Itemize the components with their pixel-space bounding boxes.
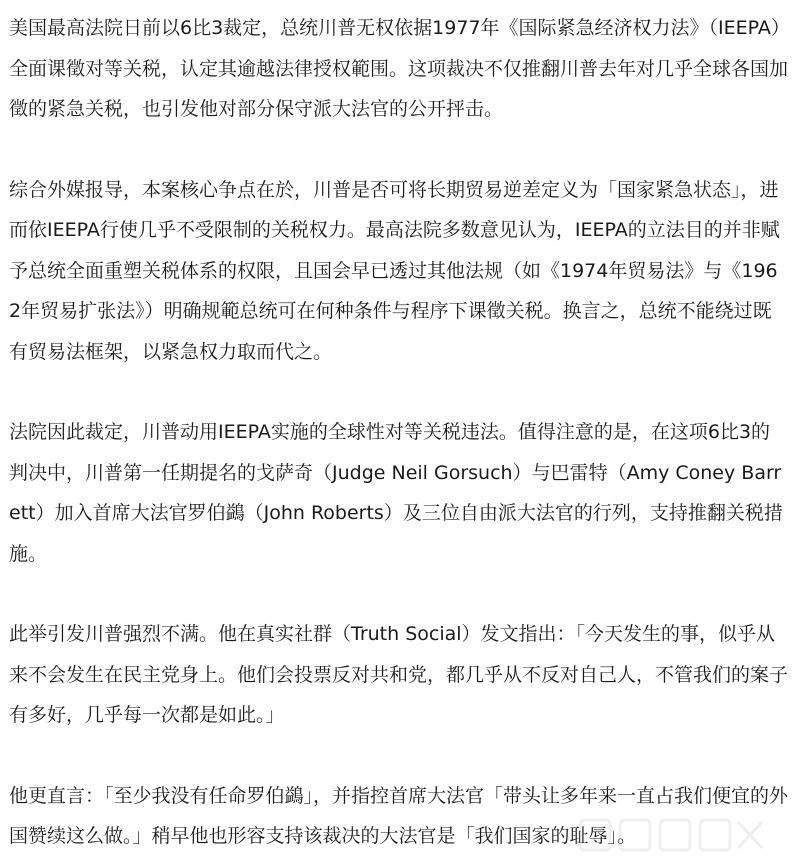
article-paragraph-3: 法院因此裁定，川普动用IEEPA实施的全球性对等关税违法。值得注意的是，在这项6比3的判决中，川普第一任期提名的戈萨奇（Judge Neil Gorsuch）与巴雷特（Amy Coney Barrett）加入首席大法官罗伯鷁（John Roberts）及三位自由派大法官的行列，支持推翻关税措施。 [9,421,783,565]
article-paragraph-5: 他更直言：「至少我没有任命罗伯鷁」，并指控首席大法官「带头让多年来一直占我们便宜的外国赞续这么做。」稍早他也形容支持该裁决的大法官是「我们国家的耻辱」。 [9,784,789,847]
article-body [9,8,789,857]
article-paragraph-4: 此举引发川普强烈不满。他在真实社群（Truth Social）发文指出：「今天发生的事，似乎从来不会发生在民主党身上。他们会投票反对共和党，都几乎从不反对自己人，不管我们的案子有多好，几乎每一次都是如此。」 [9,623,789,726]
watermark-logo-icon [576,812,766,856]
article-paragraph-2: 综合外媒报导，本案核心争点在於，川普是否可将长期贸易逆差定义为「国家紧急状态」，进而依IEEPA行使几乎不受限制的关税权力。最高法院多数意见认为，IEEPA的立法目的并非赋予总统全面重塑关税体系的权限，且国会早已透过其他法规（如《1974年贸易法》与《1962年贸易扩张法》）明确规範总统可在何种条件与程序下课徵关税。换言之，总统不能绕过既有贸易法框架，以紧急权力取而代之。 [9,178,780,363]
article-paragraph-1: 美国最高法院日前以6比3裁定，总统川普无权依据1977年《国际紧急经济权力法》（IEEPA）全面课徵对等关税，认定其逾越法律授权範围。这项裁决不仅推翻川普去年对几乎全球各国加徵的紧急关税，也引发他对部分保守派大法官的公开抨击。 [9,17,789,120]
